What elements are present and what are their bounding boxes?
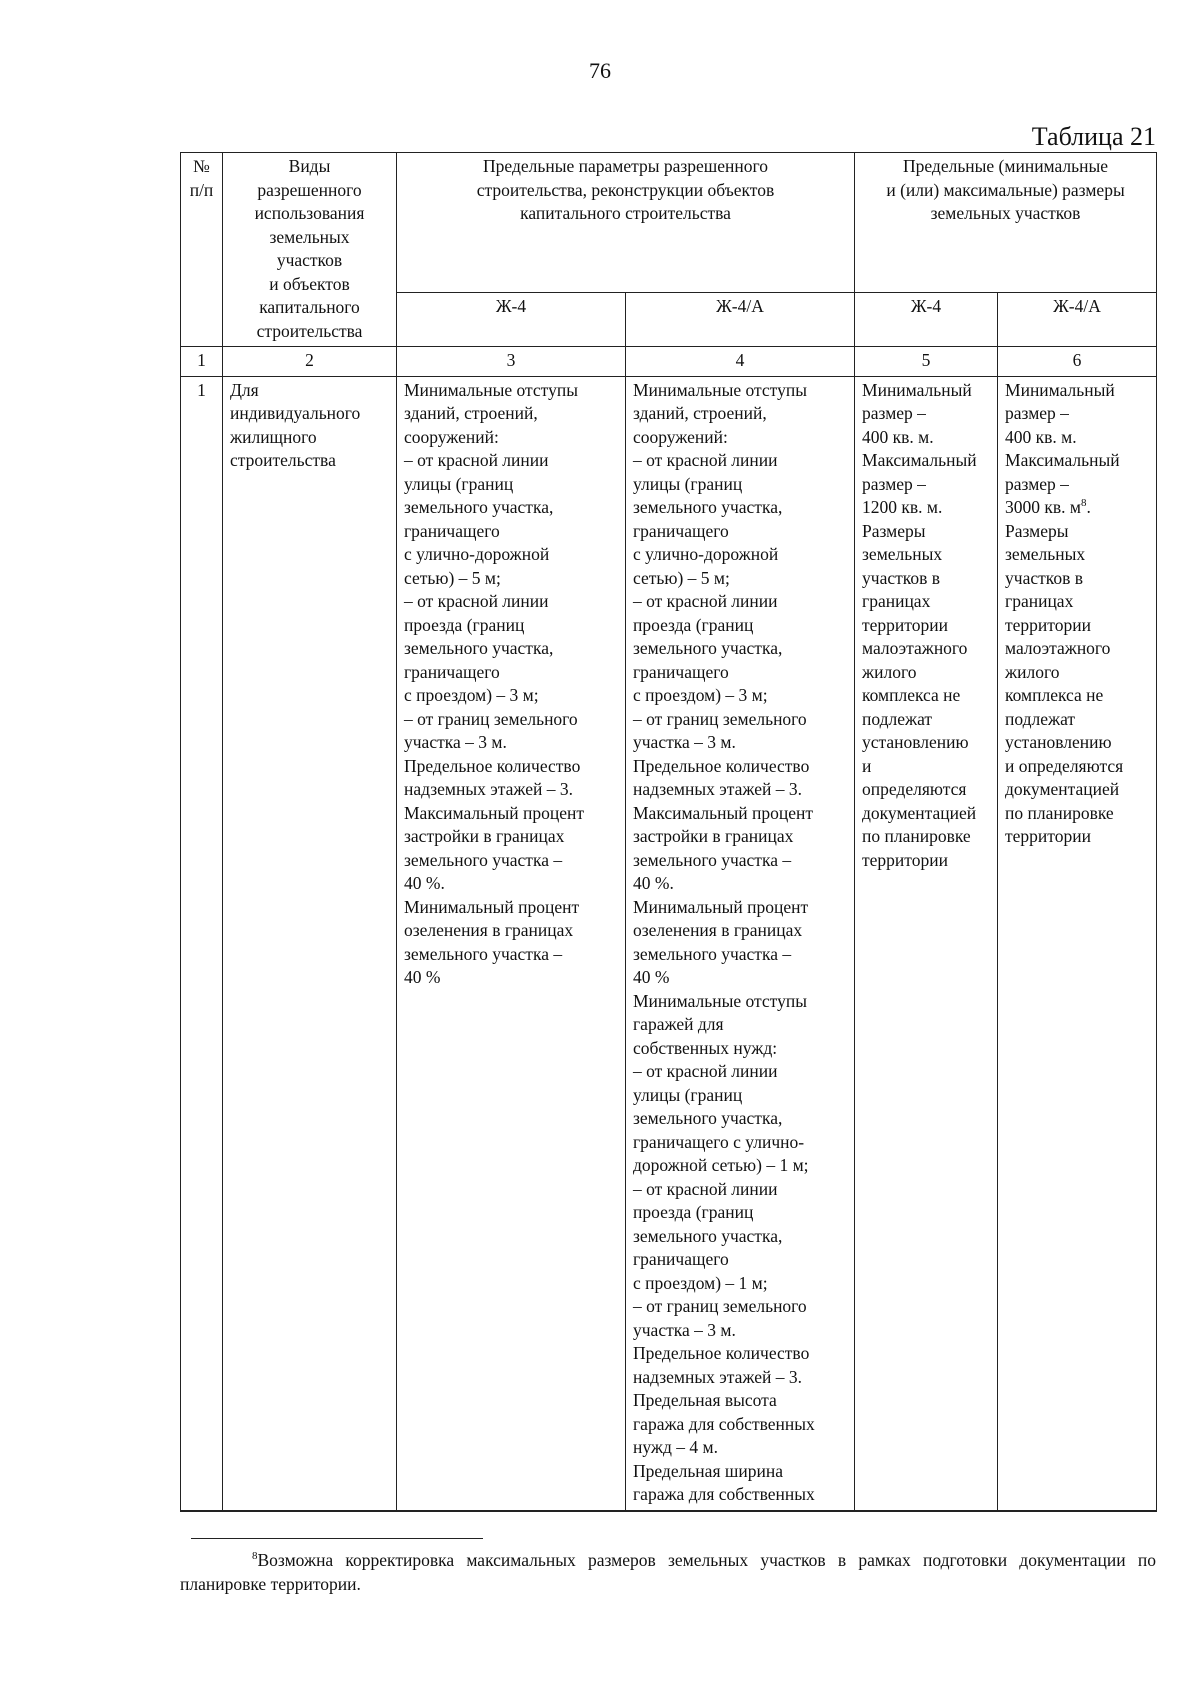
page-number: 76 <box>589 58 611 83</box>
row-params-zh4a: Минимальные отступы зданий, строений, сооружений: – от красной линии улицы (границ земельного участка, граничащего с улично-дорожной сетью) – 5 м; – от красной линии проезда (границ земельного участка, граничащего с проездом) – 3 м; – от границ земельного участка – 3 м. Предельное количество надземных этажей – 3. Максимальный процент застройки в границах земельного участка – 40 %. Минимальный процент озеленения в границах земельного участка – 40 % Минимальные отступы гаражей для собственных нужд: – от красной линии улицы (границ земельного участка, граничащего с улично- дорожной сетью) – 1 м; – от красной линии проезда (границ земельного участка, граничащего с проездом) – 1 м; – от границ земельного участка – 3 м. Предельное количество надземных этажей – 3. Предельная высота гаража для собственных нужд – 4 м. Предельная ширина гаража для собственных <box>626 376 855 1511</box>
column-number: 1 <box>181 347 223 377</box>
footnote-reference: 8 <box>1080 497 1087 510</box>
table-row <box>181 376 1157 1511</box>
row-sizes-zh4a <box>998 376 1157 1511</box>
footnote-marker: 8 <box>252 1550 258 1563</box>
regulations-table <box>180 152 1157 1512</box>
header-row <box>181 153 1157 293</box>
column-number: 6 <box>998 347 1157 377</box>
column-number-row <box>181 347 1157 377</box>
table-caption: Таблица 21 <box>1031 122 1156 151</box>
header-group-params: Предельные параметры разрешенного строительства, реконструкции объектов капитального строительства <box>397 153 855 293</box>
header-zone-zh4-sizes: Ж-4 <box>855 293 998 347</box>
row-usage-type: Для индивидуального жилищного строительства <box>223 376 397 1511</box>
column-number: 4 <box>626 347 855 377</box>
footnote-text: Возможна корректировка максимальных размеров земельных участков в рамках подготовки документации по планировке территории. <box>180 1550 1156 1594</box>
header-col-no: № п/п <box>181 153 223 347</box>
column-number: 2 <box>223 347 397 377</box>
column-number: 5 <box>855 347 998 377</box>
header-zone-zh4a-sizes: Ж-4/А <box>998 293 1157 347</box>
footnote-separator <box>191 1538 483 1539</box>
header-zone-zh4a-params: Ж-4/А <box>626 293 855 347</box>
row-number: 1 <box>181 376 223 1511</box>
footnote <box>180 1548 1156 1596</box>
sizes-zh4a-text-1: Минимальный размер – 400 кв. м. Максимальный размер – 3000 кв. м <box>1005 379 1120 517</box>
sizes-zh4a-text-2: . Размеры земельных участков в границах территории малоэтажного жилого комплекса не подлежат установлению и определяются документацией по планировке территории <box>1005 497 1124 846</box>
row-sizes-zh4: Минимальный размер – 400 кв. м. Максимальный размер – 1200 кв. м. Размеры земельных участков в границах территории малоэтажного жилого комплекса не подлежат установлению и определяются документацией по планировке территории <box>855 376 998 1511</box>
column-number: 3 <box>397 347 626 377</box>
header-group-sizes: Предельные (минимальные и (или) максимальные) размеры земельных участков <box>855 153 1157 293</box>
header-zone-zh4-params: Ж-4 <box>397 293 626 347</box>
row-params-zh4: Минимальные отступы зданий, строений, сооружений: – от красной линии улицы (границ земельного участка, граничащего с улично-дорожной сетью) – 5 м; – от красной линии проезда (границ земельного участка, граничащего с проездом) – 3 м; – от границ земельного участка – 3 м. Предельное количество надземных этажей – 3. Максимальный процент застройки в границах земельного участка – 40 %. Минимальный процент озеленения в границах земельного участка – 40 % <box>397 376 626 1511</box>
header-col-types: Виды разрешенного использования земельных участков и объектов капитального строительства <box>223 153 397 347</box>
